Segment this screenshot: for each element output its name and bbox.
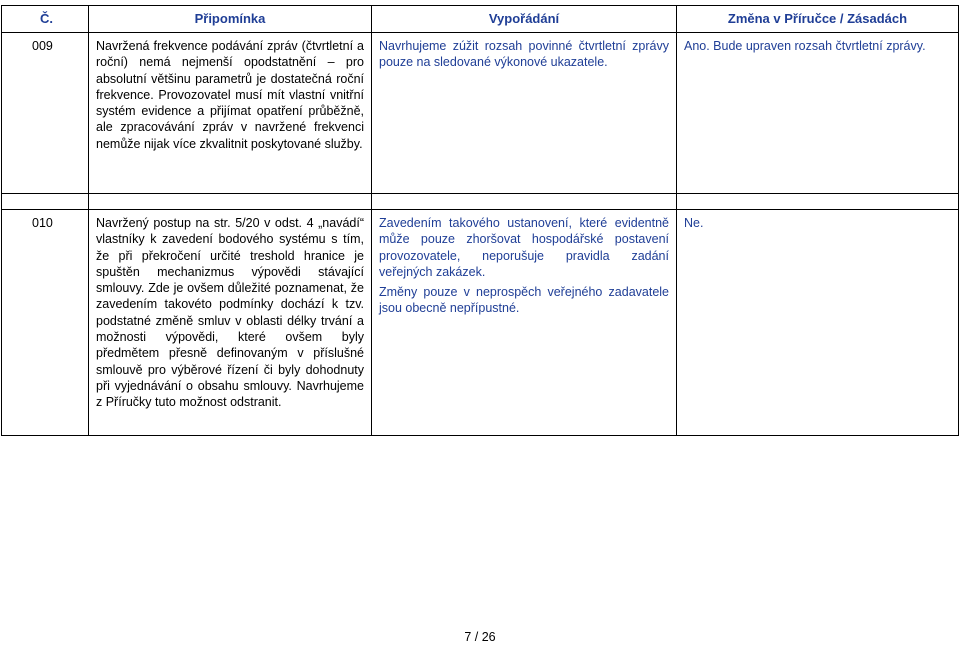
comment-text: Navržený postup na str. 5/20 v odst. 4 „navádí“ vlastníky k zavedení bodového systému s tím, že při překročení určité treshold hranice je spuštěn mechanizmus výpovědi stávající smlouvy. Zde je ovšem důležité poznamenat, že zavedením takovéto podmínky dochází k tzv. podstatné změně smluv v oblasti délky trvání a možnosti výpovědi, které ovšem byly předmětem přesně definovaným v příslušné smlouvě pro výběrové řízení či byly dohodnuty při vyjednávání o obsahu smlouvy. Navrhujeme z Příručky tuto možnost odstranit.: [96, 216, 364, 410]
row-number: 010: [2, 210, 89, 436]
table-header-row: [2, 6, 959, 33]
page-number: 7 / 26: [464, 630, 496, 644]
row-change: [677, 210, 959, 436]
row-response: [372, 210, 677, 436]
row-response: [372, 33, 677, 194]
response-text: Navrhujeme zúžit rozsah povinné čtvrtletní zprávy pouze na sledované výkonové ukazatele.: [379, 39, 669, 70]
change-text: Ano. Bude upraven rozsah čtvrtletní zprávy.: [684, 39, 926, 53]
response-text-2: Změny pouze v neprospěch veřejného zadavatele jsou obecně nepřípustné.: [379, 285, 669, 316]
row-comment: [89, 210, 372, 436]
row-number: 009: [2, 33, 89, 194]
table-spacer-row: [2, 194, 959, 210]
table-row: [2, 33, 959, 194]
row-comment: [89, 33, 372, 194]
header-comment: Připomínka: [89, 6, 372, 33]
header-change: Změna v Příručce / Zásadách: [677, 6, 959, 33]
change-text: Ne.: [684, 216, 704, 230]
row-change: [677, 33, 959, 194]
table-row: [2, 210, 959, 436]
comments-table: [1, 5, 959, 436]
header-response: Vypořádání: [372, 6, 677, 33]
response-text: Zavedením takového ustanovení, které evidentně může pouze zhoršovat hospodářské postavení provozovatele, neporušuje pravidla zadání veřejných zakázek.: [379, 216, 669, 279]
comment-text: Navržená frekvence podávání zpráv (čtvrtletní a roční) nemá nejmenší opodstatnění – pro absolutní většinu parametrů je dostatečná roční frekvence. Provozovatel musí mít vlastní vnitřní systém evidence a přijímat opatření průběžně, ale zpracovávání zpráv v navržené frekvenci nemůže nijak více zkvalitnit poskytované služby.: [96, 39, 364, 151]
header-number: Č.: [2, 6, 89, 33]
